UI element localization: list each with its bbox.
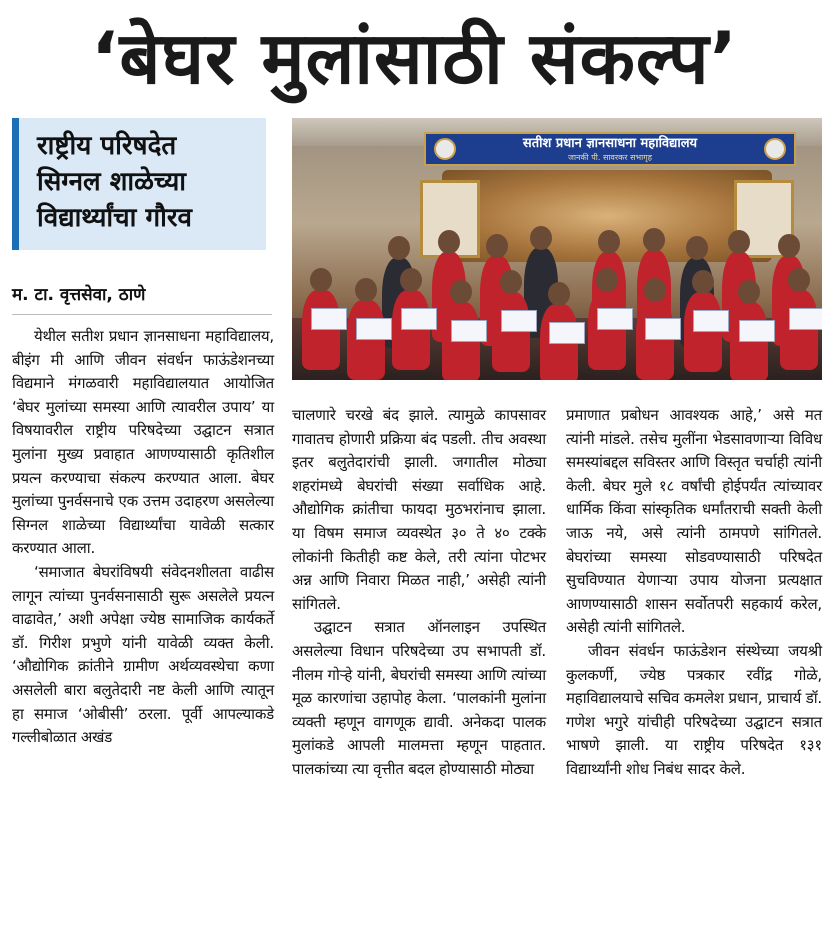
photo-person-head bbox=[400, 268, 422, 292]
photo-person-head bbox=[500, 270, 522, 294]
subheadline-box bbox=[12, 118, 266, 250]
article-paragraph: प्रमाणात प्रबोधन आवश्यक आहे,’ असे मत त्यांनी मांडले. तसेच मुलींना भेडसावणाऱ्या विविध समस्यांबद्दल सविस्तर आणि विस्तृत चर्चाही त्यांनी केली. बेघर मुले १८ वर्षांची होईपर्यंत त्यांच्यावर धार्मिक किंवा सांस्कृतिक धर्मांतराची सक्ती केली जाऊ नये, असे त्यांनी ठामपणे सांगितले. बेघरांच्या समस्या सोडवण्यासाठी परिषदेत सुचविण्यात येणाऱ्या उपाय योजना प्रत्यक्षात आणण्यासाठी शासन सर्वोतपरी सहकार्य करेल, असेही त्यांनी सांगितले. bbox=[566, 406, 822, 637]
photo-person bbox=[588, 290, 626, 370]
byline: म. टा. वृत्तसेवा, ठाणे bbox=[12, 285, 146, 305]
certificate bbox=[789, 308, 822, 330]
certificate bbox=[356, 318, 392, 340]
banner-title: सतीश प्रधान ज्ञानसाधना महाविद्यालय bbox=[522, 136, 698, 151]
certificate bbox=[451, 320, 487, 342]
photo-person bbox=[636, 300, 674, 380]
subheadline-line: राष्ट्रीय परिषदेत bbox=[37, 131, 177, 161]
certificate bbox=[597, 308, 633, 330]
certificate bbox=[501, 310, 537, 332]
photo-person-head bbox=[548, 282, 570, 306]
photo-person-head bbox=[692, 270, 714, 294]
banner-subtitle: जानकी पी. सावरकर सभागृह bbox=[568, 153, 652, 162]
headline: ‘बेघर मुलांसाठी संकल्प’ bbox=[90, 16, 739, 100]
photo-person-head bbox=[728, 230, 750, 254]
photo-person-head bbox=[438, 230, 460, 254]
photo-person bbox=[780, 290, 818, 370]
photo-person-head bbox=[310, 268, 332, 292]
college-logo-icon bbox=[764, 138, 786, 160]
photo-person bbox=[302, 290, 340, 370]
certificate bbox=[401, 308, 437, 330]
certificate bbox=[739, 320, 775, 342]
photo-person-head bbox=[388, 236, 410, 260]
article-paragraph: येथील सतीश प्रधान ज्ञानसाधना महाविद्यालय, बीइंग मी आणि जीवन संवर्धन फाऊंडेशनच्या विद्यमाने मंगळवारी महाविद्यालयात आयोजित ‘बेघर मुलांच्या समस्या आणि त्यावरील उपाय’ या विषयावरील राष्ट्रीय परिषदेच्या उद्घाटन सत्रात मुलांना मुख्य प्रवाहात आणण्यासाठी कृतिशील प्रयत्न करण्याचा संकल्प करण्यात आला. बेघर मुलांच्या पुनर्वसनाचे एक उत्तम उदाहरण असलेल्या सिग्नल शाळेच्या विद्यार्थ्यांचा यावेळी सत्कार करण्यात आला. bbox=[12, 327, 274, 558]
photo-person-head bbox=[598, 230, 620, 254]
photo-person bbox=[347, 300, 385, 380]
photo-person bbox=[684, 292, 722, 372]
certificate bbox=[693, 310, 729, 332]
certificate bbox=[311, 308, 347, 330]
photo-person-head bbox=[788, 268, 810, 292]
article-paragraph: जीवन संवर्धन फाऊंडेशन संस्थेच्या जयश्री कुलकर्णी, ज्येष्ठ पत्रकार रवींद्र गोळे, महाविद्यालयाचे सचिव कमलेश प्रधान, प्राचार्य डॉ. गणेश भगुरे यांचीही परिषदेच्या उद्घाटन सत्रात भाषणे झाली. या राष्ट्रीय परिषदेत १३१ विद्यार्थ्यांनी शोध निबंध सादर केले. bbox=[566, 641, 822, 778]
photo-person-head bbox=[738, 280, 760, 304]
photo-person-head bbox=[644, 278, 666, 302]
byline-divider bbox=[12, 314, 272, 315]
subheadline-line: विद्यार्थ्यांचा गौरव bbox=[37, 203, 192, 233]
photo-person-head bbox=[596, 268, 618, 292]
article-column-3 bbox=[566, 404, 822, 782]
article-column-1 bbox=[12, 325, 274, 750]
photo-person-head bbox=[530, 226, 552, 250]
subheadline-line: सिग्नल शाळेच्या bbox=[37, 167, 187, 197]
photo-person-head bbox=[686, 236, 708, 260]
photo-person bbox=[492, 292, 530, 372]
photo-person-head bbox=[778, 234, 800, 258]
photo-person-head bbox=[355, 278, 377, 302]
event-photo bbox=[292, 118, 822, 380]
article-column-2 bbox=[292, 404, 546, 782]
college-logo-icon bbox=[434, 138, 456, 160]
certificate bbox=[645, 318, 681, 340]
article-paragraph: उद्घाटन सत्रात ऑनलाइन उपस्थित असलेल्या विधान परिषदेच्या उप सभापती डॉ. नीलम गोऱ्हे यांनी, बेघरांची समस्या आणि त्यांच्या मूळ कारणांचा उहापोह केला. ‘पालकांनी मुलांना व्यक्ती म्हणून वागणूक द्यावी. अनेकदा पालक मुलांकडे आपली मालमत्ता म्हणून पाहतात. पालकांच्या त्या वृत्तीत बदल होण्यासाठी मोठ्या bbox=[292, 618, 546, 778]
photo-person bbox=[392, 290, 430, 370]
photo-person-head bbox=[643, 228, 665, 252]
photo-person-head bbox=[486, 234, 508, 258]
certificate bbox=[549, 322, 585, 344]
photo-person-head bbox=[450, 280, 472, 304]
article-paragraph: चालणारे चरखे बंद झाले. त्यामुळे कापसावर गावातच होणारी प्रक्रिया बंद पडली. तीच अवस्था इतर बलुतेदारांची झाली. जगातील मोठ्या शहरांमध्ये बेघरांची संख्या सर्वाधिक आहे. औद्योगिक क्रांतीचा फायदा मुठभरांनाच झाला. या विषम समाज व्यवस्थेत ३० ते ४० टक्के लोकांनी कितीही कष्ट केले, तरी त्यांना पोटभर अन्न आणि निवारा मिळत नाही,’ असेही त्यांनी सांगितले. bbox=[292, 406, 546, 613]
article-paragraph: ‘समाजात बेघरांविषयी संवेदनशीलता वाढीस लागून त्यांच्या पुनर्वसनासाठी सुरू असलेले प्रयत्न वाढावेत,’ अशी अपेक्षा ज्येष्ठ सामाजिक कार्यकर्ते डॉ. गिरीश प्रभुणे यांनी यावेळी व्यक्त केली. ‘औद्योगिक क्रांतीने ग्रामीण अर्थव्यवस्थेचा कणा असलेली बारा बलुतेदारी नष्ट केली आणि त्यातून हा समाज ‘ओबीसी’ ठरला. पूर्वी आपल्याकडे गल्लीबोळात अखंड bbox=[12, 562, 274, 747]
photo-banner bbox=[424, 132, 796, 166]
